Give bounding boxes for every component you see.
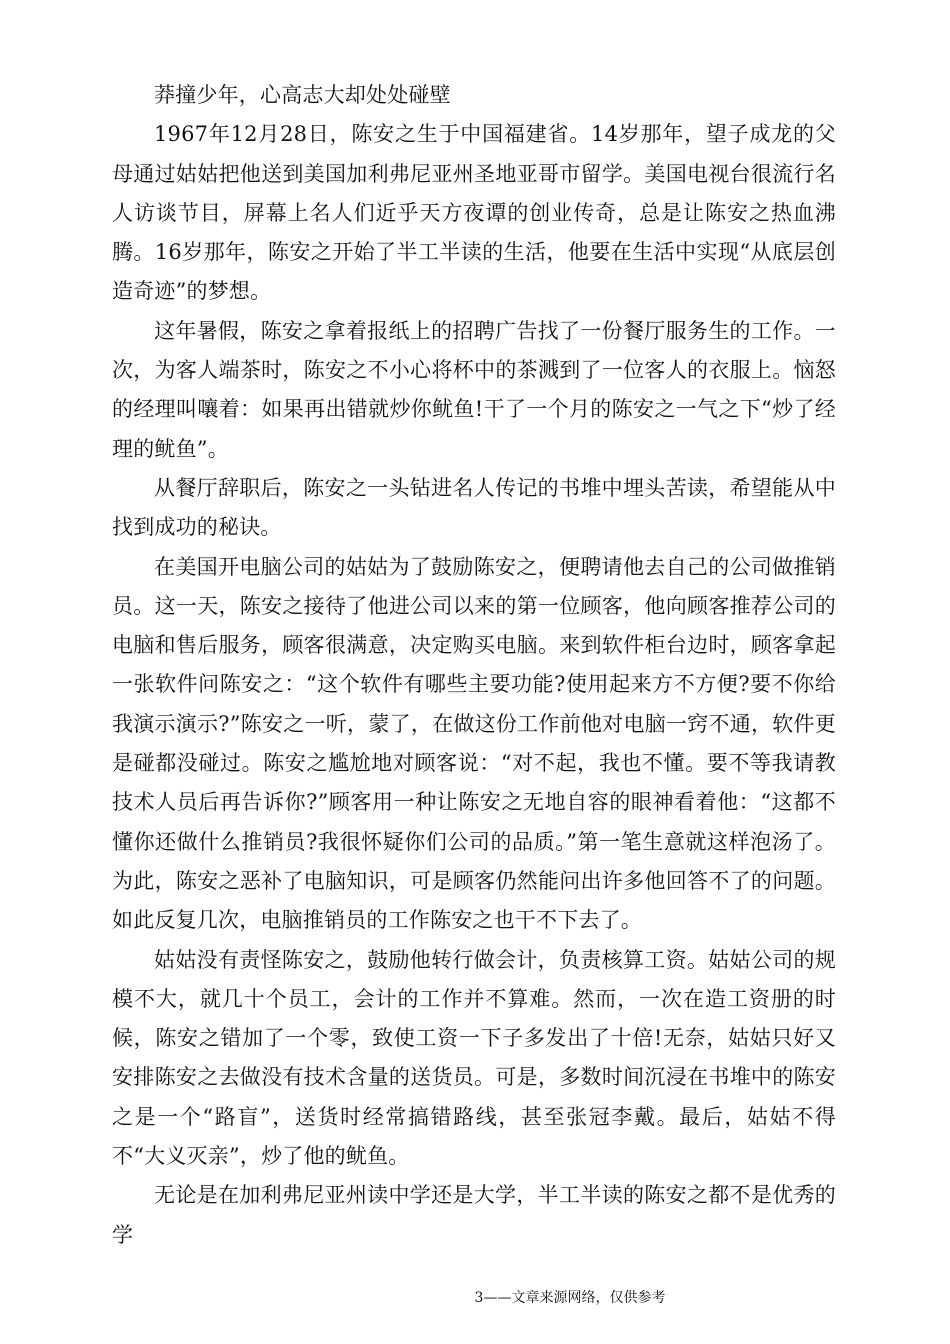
paragraph-2: 这年暑假，陈安之拿着报纸上的招聘广告找了一份餐厅服务生的工作。一次，为客人端茶时，陈安之不小心将杯中的茶溅到了一位客人的衣服上。恼怒的经理叫嚷着：如果再出错就炒你鱿鱼!干了一个月的陈安之一气之下“炒了经理的鱿鱼”。 xyxy=(112,318,836,461)
paragraph-6: 无论是在加利弗尼亚州读中学还是大学，半工半读的陈安之都不是优秀的学 xyxy=(112,1183,836,1247)
article-body xyxy=(112,76,836,1255)
paragraph-5: 姑姑没有责怪陈安之，鼓励他转行做会计，负责核算工资。姑姑公司的规模不大，就几十个员工，会计的工作并不算难。然而，一次在造工资册的时候，陈安之错加了一个零，致使工资一下子多发出了十倍!无奈，姑姑只好又安排陈安之去做没有技术含量的送货员。可是，多数时间沉浸在书堆中的陈安之是一个“路盲”，送货时经常搞错路线，甚至张冠李戴。最后，姑姑不得不“大义灭亲”，炒了他的鱿鱼。 xyxy=(112,947,836,1169)
paragraph-3: 从餐厅辞职后，陈安之一头钻进名人传记的书堆中埋头苦读，希望能从中找到成功的秘诀。 xyxy=(112,475,836,540)
page-footer: 3——文章来源网络，仅供参考 xyxy=(474,1290,666,1306)
paragraph-1: 1967年12月28日，陈安之生于中国福建省。14岁那年，望子成龙的父母通过姑姑把他送到美国加利弗尼亚州圣地亚哥市留学。美国电视台很流行名人访谈节目，屏幕上名人们近乎天方夜谭的创业传奇，总是让陈安之热血沸腾。16岁那年，陈安之开始了半工半读的生活，他要在生活中实现“从底层创造奇迹”的梦想。 xyxy=(112,122,836,304)
article-heading: 莽撞少年，心高志大却处处碰壁 xyxy=(154,83,451,107)
paragraph-4: 在美国开电脑公司的姑姑为了鼓励陈安之，便聘请他去自己的公司做推销员。这一天，陈安之接待了他进公司以来的第一位顾客，他向顾客推荐公司的电脑和售后服务，顾客很满意，决定购买电脑。来到软件柜台边时，顾客拿起一张软件问陈安之：“这个软件有哪些主要功能?使用起来方不方便?要不你给我演示演示?”陈安之一听，蒙了，在做这份工作前他对电脑一窍不通，软件更是碰都没碰过。陈安之尴尬地对顾客说：“对不起，我也不懂。要不等我请教技术人员后再告诉你?”顾客用一种让陈安之无地自容的眼神看着他：“这都不懂你还做什么推销员?我很怀疑你们公司的品质。”第一笔生意就这样泡汤了。为此，陈安之恶补了电脑知识，可是顾客仍然能问出许多他回答不了的问题。如此反复几次，电脑推销员的工作陈安之也干不下去了。 xyxy=(112,554,836,933)
